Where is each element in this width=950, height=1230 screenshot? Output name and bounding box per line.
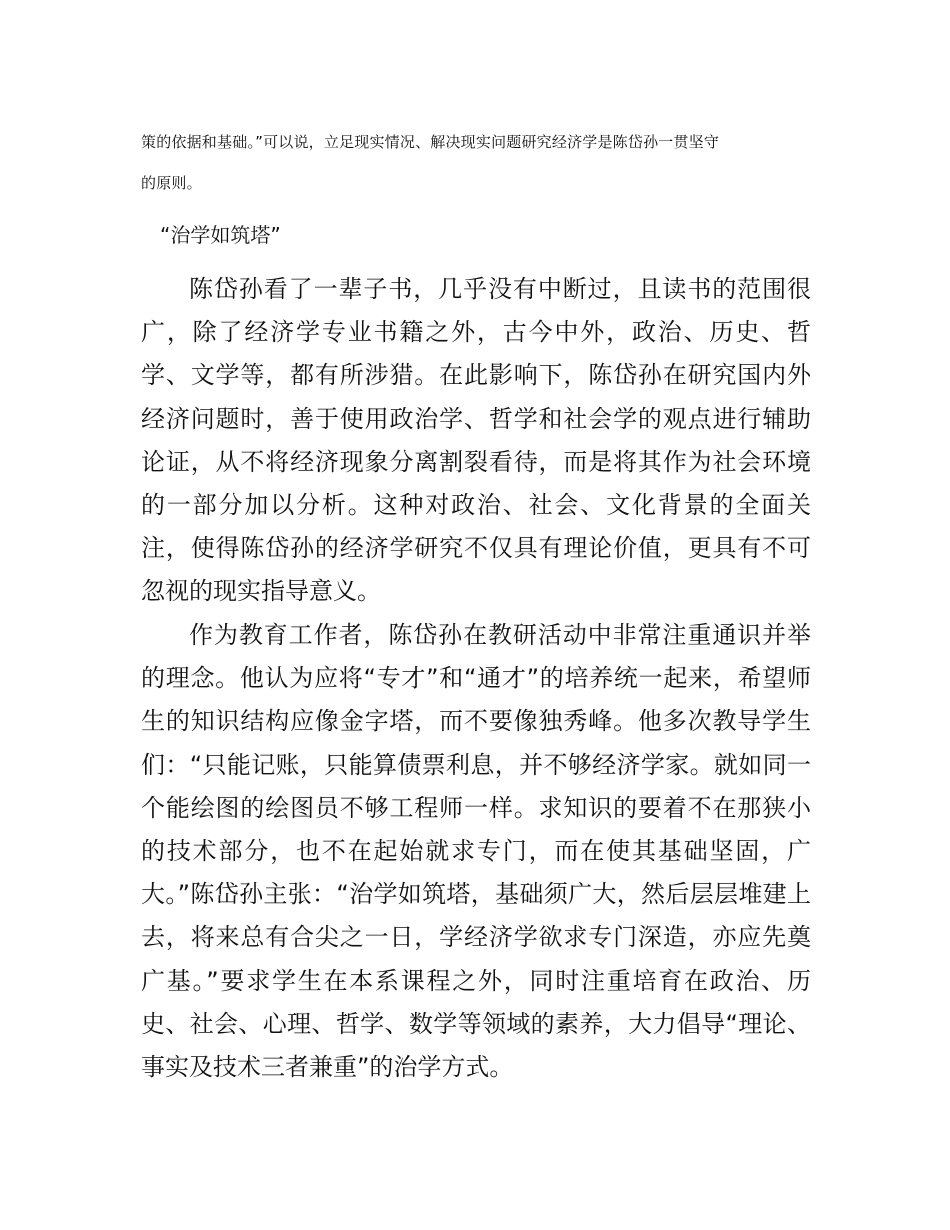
paragraph-reading-breadth: 陈岱孙看了一辈子书，几乎没有中断过，且读书的范围很广，除了经济学专业书籍之外，古今中外，政治、历史、哲学、文学等，都有所涉猎。在此影响下，陈岱孙在研究国内外经济问题时，善于使用政治学、哲学和社会学的观点进行辅助论证，从不将经济现象分离割裂看待，而是将其作为社会环境的一部分加以分析。这种对政治、社会、文化背景的全面关注，使得陈岱孙的经济学研究不仅具有理论价值，更具有不可忽视的现实指导意义。 (141, 275, 811, 606)
section-heading: “治学如筑塔” (160, 223, 281, 247)
continuation-text-line-2: 的原则。 (141, 174, 202, 192)
paragraph-education-philosophy: 作为教育工作者，陈岱孙在教研活动中非常注重通识并举的理念。他认为应将“专才”和“通才”的培养统一起来，希望师生的知识结构应像金字塔，而不要像独秀峰。他多次教导学生们：“只能记账，只能算债票利息，并不够经济学家。就如同一个能绘图的绘图员不够工程师一样。求知识的要着不在那狭小的技术部分，也不在起始就求专门，而在使其基础坚固，广大。”陈岱孙主张：“治学如筑塔，基础须广大，然后层层堆建上去，将来总有合尖之一日，学经济学欲求专门深造，亦应先奠广基。”要求学生在本系课程之外，同时注重培育在政治、历史、社会、心理、哲学、数学等领域的素养，大力倡导“理论、事实及技术三者兼重”的治学方式。 (141, 621, 811, 1082)
continuation-text-line-1: 策的依据和基础。”可以说，立足现实情况、解决现实问题研究经济学是陈岱孙一贯坚守 (141, 133, 720, 151)
